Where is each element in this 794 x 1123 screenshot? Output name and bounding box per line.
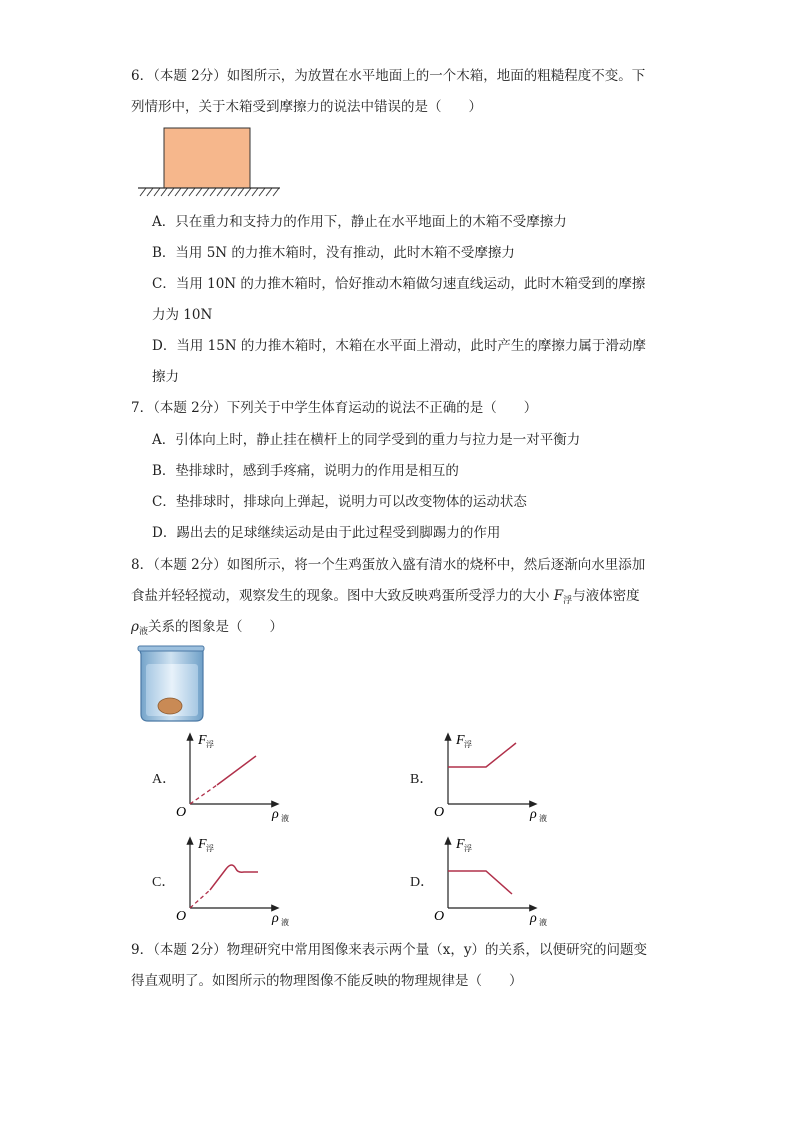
x-axis-sub: 液 [281,918,289,927]
y-axis-label: F [456,733,465,748]
q6-option-c-line2: 力为 10N [152,307,213,323]
q6-stem-line2: 列情形中，关于木箱受到摩擦力的说法中错误的是（ ） [131,99,482,115]
x-axis-sub: 液 [539,918,547,927]
beaker-rim [138,646,204,651]
curve-dashed [190,785,217,804]
q9-stem-line1: 9．（本题 2分）物理研究中常用图像来表示两个量（x，y）的关系，以便研究的问题变 [131,942,647,958]
x-axis-label: ρ [530,911,537,926]
origin-label: O [176,909,187,924]
wooden-box [164,128,250,188]
q8-stem-line1: 8．（本题 2分）如图所示，将一个生鸡蛋放入盛有清水的烧杯中，然后逐渐向水里添加 [131,557,646,573]
q7-option-a: A．引体向上时，静止挂在横杆上的同学受到的重力与拉力是一对平衡力 [152,432,581,448]
origin-label: O [176,805,187,820]
graph-d [430,834,550,928]
q7-option-c: C．垫排球时，排球向上弹起，说明力可以改变物体的运动状态 [152,494,527,510]
q8-stem-line3: $\rho_液$关系的图象是（ ） [131,619,283,637]
wooden-box-figure [134,126,284,198]
q6-stem-line1: 6．（本题 2分）如图所示，为放置在水平地面上的一个木箱，地面的粗糙程度不变。下 [131,68,646,84]
y-axis-sub: 浮 [206,740,214,749]
q6-option-c-line1: C．当用 10N 的力推木箱时，恰好推动木箱做匀速直线运动，此时木箱受到的摩擦 [152,276,646,292]
q6-option-b: B．当用 5N 的力推木箱时，没有推动，此时木箱不受摩擦力 [152,245,515,261]
q6-option-d-line1: D．当用 15N 的力推木箱时，木箱在水平面上滑动，此时产生的摩擦力属于滑动摩 [152,338,646,354]
graph-a [172,730,289,824]
q8-option-a-label: A． [152,772,177,787]
q7-option-d: D．踢出去的足球继续运动是由于此过程受到脚踢力的作用 [152,525,501,541]
y-axis-label: F [198,733,207,748]
ground-hatching [140,188,279,196]
q7-stem: 7．（本题 2分）下列关于中学生体育运动的说法不正确的是（ ） [131,400,538,416]
curve-dashed [190,890,210,908]
y-axis-label: F [198,837,207,852]
origin-label: O [434,909,445,924]
beaker-with-egg-figure [137,644,207,724]
y-axis-label: F [456,837,465,852]
x-axis-label: ρ [272,911,279,926]
q8-stem-line2: 食盐并轻轻搅动，观察发生的现象。图中大致反映鸡蛋所受浮力的大小 $F_浮$与液体密度 [131,588,640,606]
q8-option-b-label: B． [410,772,434,787]
x-axis-sub: 液 [281,814,289,823]
graph-c [172,834,289,928]
q8-option-c-label: C． [152,875,176,890]
q7-option-b: B．垫排球时，感到手疼痛，说明力的作用是相互的 [152,463,459,479]
y-axis-sub: 浮 [206,844,214,853]
x-axis-label: ρ [272,807,279,822]
egg [158,698,182,714]
y-axis-sub: 浮 [464,740,472,749]
curve [210,865,258,890]
curve [448,871,512,894]
x-axis-sub: 液 [539,814,547,823]
q8-option-d-label: D． [410,875,435,890]
curve [217,756,256,785]
q9-stem-line2: 得直观明了。如图所示的物理图像不能反映的物理规律是（ ） [131,973,523,989]
origin-label: O [434,805,445,820]
q6-option-d-line2: 擦力 [152,369,179,385]
x-axis-label: ρ [530,807,537,822]
q6-option-a: A．只在重力和支持力的作用下，静止在水平地面上的木箱不受摩擦力 [152,214,567,230]
graph-b [430,730,550,824]
y-axis-sub: 浮 [464,844,472,853]
